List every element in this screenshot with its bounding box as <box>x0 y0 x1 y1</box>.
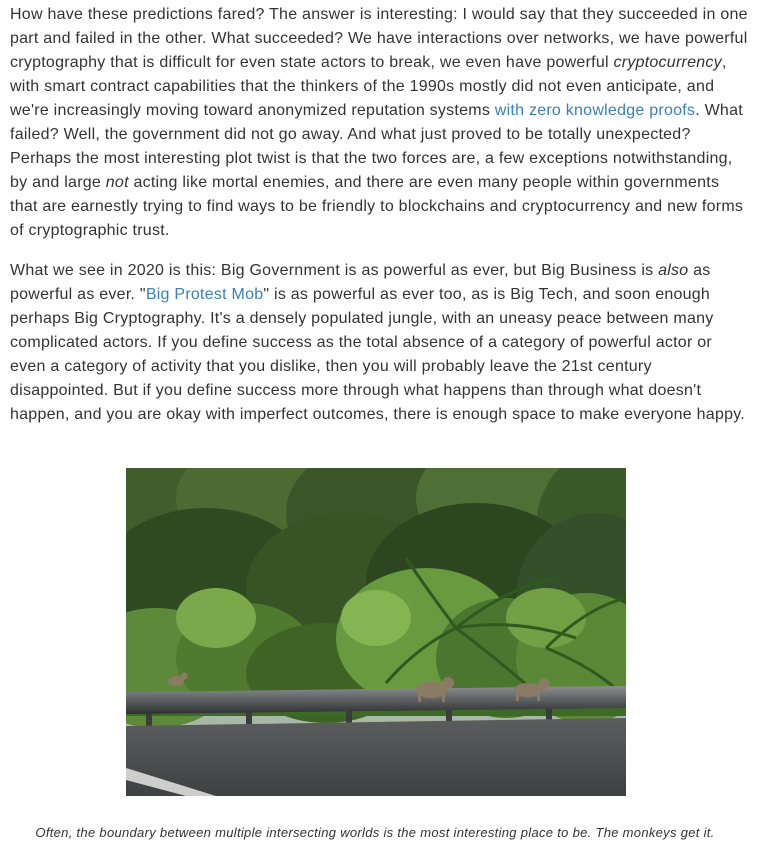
text-run: " is as powerful as ever too, as is Big Tech, and soon enough perhaps Big Cryptography. It's a densely populated jungle, with an uneasy peace between many complicated actors. If you define success as the total absence of a category of powerful actor or even a category of activity that you dislike, then you will probably leave the 21st century disappointed. But if you define success more through what happens than through what doesn't happen, and you are okay with imperfect outcomes, there is enough space to make everyone happy. <box>10 286 745 423</box>
article-body <box>10 3 750 427</box>
text-run: , with smart contract capabilities that the thinkers of the 1990s mostly did not even anticipate, and we're increasingly moving toward anonymized reputation systems <box>10 54 727 119</box>
emphasis-not: not <box>105 174 129 191</box>
paragraph-predictions <box>10 3 750 243</box>
road <box>126 718 626 796</box>
emphasis-also: also <box>658 262 689 279</box>
text-run: How have these predictions fared? The answer is interesting: I would say that they succeeded in one part and failed in the other. What succeeded? We have interactions over networks, we have powerful cryptography that is difficult for even state actors to break, we even have powerful <box>10 6 748 71</box>
photo-illustration <box>126 468 626 796</box>
link-big-protest-mob[interactable]: Big Protest Mob <box>145 286 264 303</box>
text-run: as powerful as ever. " <box>10 262 711 303</box>
emphasis-cryptocurrency: cryptocurrency <box>613 54 722 71</box>
jungle-monkeys-photo <box>126 468 626 796</box>
text-run: What we see in 2020 is this: Big Government is as powerful as ever, but Big Business is <box>10 262 659 279</box>
paragraph-2020 <box>10 259 750 427</box>
text-run: . What failed? Well, the government did not go away. And what just proved to be totally unexpected? Perhaps the most interesting plot twist is that the two forces are, a few exceptions notwithstanding, by and large <box>10 102 743 191</box>
text-run: acting like mortal enemies, and there are even many people within governments that are earnestly trying to find ways to be friendly to blockchains and cryptocurrency and new forms of cryptographic trust. <box>10 174 744 239</box>
figure-caption: Often, the boundary between multiple intersecting worlds is the most interesting place to be. The monkeys get it. <box>35 825 715 840</box>
link-zero-knowledge-proofs[interactable]: with zero knowledge proofs <box>494 102 696 119</box>
